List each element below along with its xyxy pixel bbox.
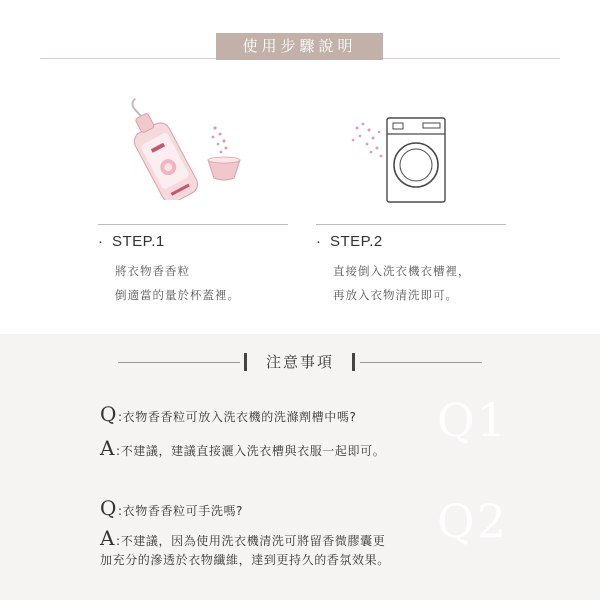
step-2-label: STEP.2 — [330, 233, 383, 250]
step-1-divider — [98, 224, 288, 225]
step-2-divider — [316, 224, 506, 225]
faq-1-question-text: :衣物香香粒可放入洗衣機的洗滌劑槽中嗎? — [118, 410, 357, 424]
q1-watermark: Q1 — [437, 393, 508, 447]
step-1-line-2: 倒適當的量於杯蓋裡。 — [115, 288, 240, 302]
beads — [352, 123, 383, 158]
faq-2-question-text: :衣物香香粒可手洗嗎? — [118, 504, 244, 518]
step-2-description — [316, 259, 506, 307]
step-2 — [316, 224, 506, 307]
step-1 — [98, 224, 288, 307]
bottle-pour-illustration — [120, 90, 250, 200]
step-1-description — [98, 259, 288, 307]
page-title: 使用步驟說明 — [216, 33, 383, 60]
q2-watermark: Q2 — [437, 494, 508, 548]
notice-rule-left — [118, 362, 240, 363]
a-mark: A — [100, 526, 116, 550]
notice-title: 注意事項 — [265, 353, 334, 371]
step-1-line-1: 將衣物香香粒 — [115, 264, 190, 278]
notice-bar-right — [352, 353, 355, 371]
q-mark: Q — [100, 496, 117, 520]
washing-machine-illustration — [345, 110, 455, 205]
faq-2-answer-text: :不建議，因為使用洗衣機清洗可將留香微膠囊更 — [116, 534, 386, 548]
faq-1-answer-text: :不建議，建議直接灑入洗衣槽與衣服一起即可。 — [116, 444, 386, 458]
notice-section — [0, 334, 600, 600]
step-2-line-2: 再放入衣物清洗即可。 — [333, 288, 458, 302]
faq-1-question — [100, 402, 356, 426]
notice-rule-right — [360, 362, 482, 363]
faq-1-answer — [100, 436, 385, 460]
a-mark: A — [100, 436, 116, 460]
step-2-line-1: 直接倒入洗衣機衣槽裡， — [333, 264, 471, 278]
faq-2-answer-line-2: 加充分的滲透於衣物纖維，達到更持久的香氛效果。 — [100, 553, 390, 567]
q-mark: Q — [100, 402, 117, 426]
step-1-label: STEP.1 — [112, 233, 165, 250]
faq-2-question — [100, 496, 243, 520]
bullet: · — [98, 233, 104, 250]
beads — [212, 126, 228, 153]
notice-bar-left — [244, 353, 247, 371]
bullet: · — [316, 233, 322, 250]
